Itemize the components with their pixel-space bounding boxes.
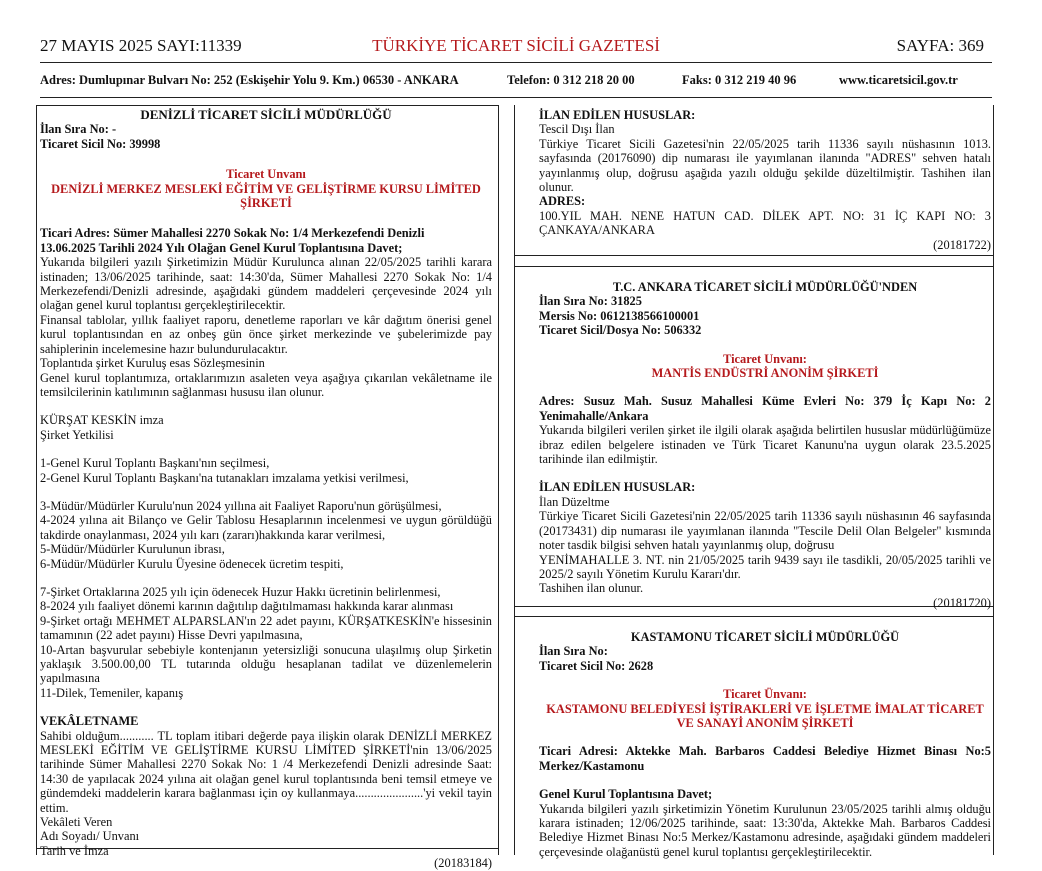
notice-divider-2b: [514, 616, 994, 617]
intro-text: Yukarıda bilgileri verilen şirket ile ilgili olarak aşağıda belirtilen hususlar müdürlüğümüze ibraz edilen belgelere istinaden ve Türk Ticaret Kanunu'na uygun olarak 23.5.2025 tarihinde ilan edilmiştir.: [539, 423, 991, 467]
page-header: [40, 36, 992, 60]
proxy-text: Sahibi olduğum........... TL toplam itibari değerde paya ilişkin olarak DENİZLİ MERKEZ MESLEKİ EĞİTİM VE GELİŞTİRME KURSU LİMİTED ŞİRKETİ'nin 13/06/2025 tarihinde Sümer Mahallesi 2270 Sokak No: 1 /4 Merkezefendi Denizli adresinde Saat: 14:30 de yapılacak 2024 yılına ait olağan genel kurul toplantısında beni temsil etmeye ve gündemdeki maddelerin karara bağlanması için oy kullanmaya......................'yi vekil tayin ettim.: [40, 728, 492, 815]
agenda-item: 5-Müdür/Müdürler Kurulunun ibrası,: [40, 542, 225, 557]
correction-text: Türkiye Ticaret Sicili Gazetesi'nin 22/05/2025 tarih 11336 sayılı nüshasının 1013. sayfasında (20176090) dip numarası ile yayımlanan ilanında "ADRES" sehven hatalı yayınlanmış olup, doğrusu aşağıda yazılı olduğu şekilde düzeltilmiştir. Tashihen ilan olunur.: [539, 136, 991, 195]
left-column-border-right: [498, 105, 499, 855]
closing-text: Tashihen ilan olunur.: [539, 581, 644, 596]
proxy-giver: Vekâleti Veren: [40, 815, 113, 830]
address-rule: [40, 97, 992, 98]
notice-number: (20181720): [933, 595, 991, 610]
agenda-item: 6-Müdür/Müdürler Kurulu Üyesine ödenecek ücretim tespiti,: [40, 556, 344, 571]
notice-divider-1b: [514, 266, 994, 267]
fax-number: Faks: 0 312 219 40 96: [682, 73, 797, 87]
invitation-paragraph: Yukarıda bilgileri yazılı Şirketimizin Müdür Kurulunca alınan 22/05/2025 tarihli karara istinaden; 13/06/2025 tarihinde, saat: 14:30'da, Sümer Mahallesi 2270 Sokak No: 1/4 Merkezefendi/Denizli adresinde, aşağıdaki gündem maddeleri çerçevesinde 2024 yılı olağan genel kurul toplantısı gerçekleştirilecektir.: [40, 255, 492, 313]
left-column-border-top: [36, 105, 499, 106]
website-link[interactable]: www.ticaretsicil.gov.tr: [839, 73, 958, 87]
agenda-item: 4-2024 yılına ait Bilanço ve Gelir Tablosu Hesaplarının incelenmesi ve uygun görüldüğü takdirde onaylanması, 2024 yılı karı (zararı)hakkında karar verilmesi,: [40, 513, 492, 542]
address-label: ADRES:: [539, 194, 586, 209]
company-title: DENİZLİ MERKEZ MESLEKİ EĞİTİM VE GELİŞTİRME KURSU LİMİTED ŞİRKETİ: [51, 181, 481, 211]
company-title: MANTİS ENDÜSTRİ ANONİM ŞİRKETİ: [651, 366, 879, 381]
company-title-label: Ticaret Unvanı:: [723, 351, 807, 366]
trade-registry-no: Ticaret Sicil/Dosya No: 506332: [539, 323, 702, 338]
agenda-item: 11-Dilek, Temeniler, kapanış: [40, 685, 184, 700]
statute-paragraph: Toplantıda şirket Kuruluş esas Sözleşmesinin: [40, 356, 265, 371]
agenda-item: 2-Genel Kurul Toplantı Başkanı'na tutanakları imzalama yetkisi verilmesi,: [40, 470, 409, 485]
proxy-title: VEKÂLETNAME: [40, 714, 139, 729]
page-number: SAYFA: 369: [896, 36, 984, 55]
agenda-item: 3-Müdür/Müdürler Kurulu'nun 2024 yıllına ait Faaliyet Raporu'nun görüşülmesi,: [40, 498, 442, 513]
notice-divider-1a: [514, 255, 994, 256]
agenda-item: 1-Genel Kurul Toplantı Başkanı'nın seçilmesi,: [40, 456, 270, 471]
announced-matters-heading: İLAN EDİLEN HUSUSLAR:: [539, 108, 696, 122]
address-correction-notice: [539, 108, 991, 252]
left-column-border-left: [36, 105, 37, 855]
right-column-border-right: [993, 105, 994, 855]
meeting-invitation-heading: 13.06.2025 Tarihli 2024 Yılı Olağan Genel Kurul Toplantısına Davet;: [40, 240, 403, 255]
participation-paragraph: Genel kurul toplantımıza, ortaklarımızın asaleten veya aşağıya çıkarılan vekâletname ile temsilcilerinin katılımının sağlanması hususu ilan olunur.: [40, 370, 492, 399]
trade-registry-no: Ticaret Sicil No: 39998: [40, 136, 161, 151]
correction-detail: YENİMAHALLE 3. NT. nin 21/05/2025 tarih 9439 sayı ile tasdikli, 20/05/2025 tarihli ve 2025/2 sayılı Yönetim Kurulu Kararı'dır.: [539, 552, 991, 581]
correction-text: Türkiye Ticaret Sicili Gazetesi'nin 22/05/2025 tarih 11336 sayılı nüshasının 46 sayfasında (20173431) dip numarası ile yayımlanan ilanında "Tescile Delil Olan Belgeler" kısmında noter tasdik bilgisi sehven hatalı yayınlanmış olup, doğrusu: [539, 509, 991, 553]
company-title: KASTAMONU BELEDİYESİ İŞTİRAKLERİ VE İŞLETME İMALAT TİCARET VE SANAYİ ANONİM ŞİRKETİ: [546, 701, 984, 731]
kastamonu-notice: [539, 630, 991, 859]
issue-date: 27 MAYIS 2025 SAYI:11339: [40, 36, 242, 55]
denizli-notice: [40, 108, 492, 871]
right-column-border-left: [514, 105, 515, 855]
meeting-invitation-heading: Genel Kurul Toplantısına Davet;: [539, 787, 713, 802]
agenda-item: 8-2024 yılı faaliyet dönemi karının dağıtılıp dağıtılmaması hakkında karar alınması: [40, 599, 454, 614]
company-address: Adres: Susuz Mah. Susuz Mahallesi Küme Evleri No: 379 İç Kapı No: 2 Yenimahalle/Ankara: [539, 394, 991, 423]
notice-number: (20183184): [434, 856, 492, 871]
agenda-item: 10-Artan başvurular sebebiyle kontenjanın yetersizliği sonucuna ulaşılmış olup Şirketin yaklaşık 3.500.00,00 TL tutarında olduğu hesaplanan tadilat ve düzenlemelerin yapılmasına: [40, 642, 492, 686]
financial-paragraph: Finansal tablolar, yıllık faaliyet raporu, denetleme raporları ve kâr dağıtım önerisi genel kurul toplantısından en az onbeş gün önce şirket merkezinde ve şubelerimizde pay sahiplerinin incelemesine hazır bulundurulacaktır.: [40, 312, 492, 356]
corrected-address: 100.YIL MAH. NENE HATUN CAD. DİLEK APT. NO: 31 İÇ KAPI NO: 3 ÇANKAYA/ANKARA: [539, 208, 991, 238]
invitation-paragraph: Yukarıda bilgileri yazılı şirketimizin Yönetim Kurulunun 23/05/2025 tarihli almış olduğu karara istinaden; 12/06/2025 tarihinde, saat: 13:30'da, Aktekke Mah. Barbaros Caddesi Belediye Hizmet Binası No:5 Merkez/Kastamonu adresinde, aşağıdaki gündem maddeleri çerçevesinde olağanüstü genel kurul toplantısı gerçekleştirilecektir.: [539, 801, 991, 859]
office-name: KASTAMONU TİCARET SİCİLİ MÜDÜRLÜĞÜ: [630, 630, 900, 644]
ilan-sira-no: İlan Sıra No: 31825: [539, 294, 642, 309]
gazette-title: TÜRKİYE TİCARET SİCİLİ GAZETESİ: [372, 36, 660, 55]
trade-registry-no: Ticaret Sicil No: 2628: [539, 658, 654, 673]
proxy-date-field: Tarih ve İmza: [40, 843, 109, 858]
notice-number: (20181722): [933, 237, 991, 252]
postal-address: Adres: Dumlupınar Bulvarı No: 252 (Eskişehir Yolu 9. Km.) 06530 - ANKARA: [40, 73, 459, 87]
ankara-notice: [539, 280, 991, 610]
office-name: T.C. ANKARA TİCARET SİCİLİ MÜDÜRLÜĞÜ'NDEN: [612, 280, 918, 294]
mersis-no: Mersis No: 0612138566100001: [539, 308, 700, 323]
agenda-item: 7-Şirket Ortaklarına 2025 yılı için ödenecek Huzur Hakkı ücretinin belirlenmesi,: [40, 584, 441, 599]
agenda-list: [40, 456, 492, 700]
phone-number: Telefon: 0 312 218 20 00: [507, 73, 635, 87]
agenda-item: 9-Şirket ortağı MEHMET ALPARSLAN'ın 22 adet payını, KÜRŞATKESKİN'e hissesinin tamamının (22 adet payını) Hisse Devri yapılmasına,: [40, 613, 492, 643]
company-title-label: Ticaret Ünvanı:: [723, 687, 807, 702]
office-name: DENİZLİ TİCARET SİCİLİ MÜDÜRLÜĞÜ: [140, 107, 392, 122]
business-address: Ticari Adresi: Aktekke Mah. Barbaros Caddesi Belediye Hizmet Binası No:5 Merkez/Kastamonu: [539, 744, 991, 773]
ilan-sira-no: İlan Sıra No:: [539, 644, 608, 659]
signatory-role: Şirket Yetkilisi: [40, 427, 114, 442]
signatory-name: KÜRŞAT KESKİN imza: [40, 413, 164, 428]
company-title-label: Ticaret Unvanı: [226, 167, 306, 182]
business-address: Ticari Adres: Sümer Mahallesi 2270 Sokak No: 1/4 Merkezefendi Denizli: [40, 226, 425, 241]
header-rule: [40, 62, 992, 63]
notice-type: İlan Düzeltme: [539, 494, 610, 509]
ilan-sira-no: İlan Sıra No: -: [40, 122, 117, 137]
announced-matters-heading: İLAN EDİLEN HUSUSLAR:: [539, 480, 696, 495]
proxy-name-field: Adı Soyadı/ Unvanı: [40, 829, 140, 844]
notice-type: Tescil Dışı İlan: [539, 122, 615, 137]
